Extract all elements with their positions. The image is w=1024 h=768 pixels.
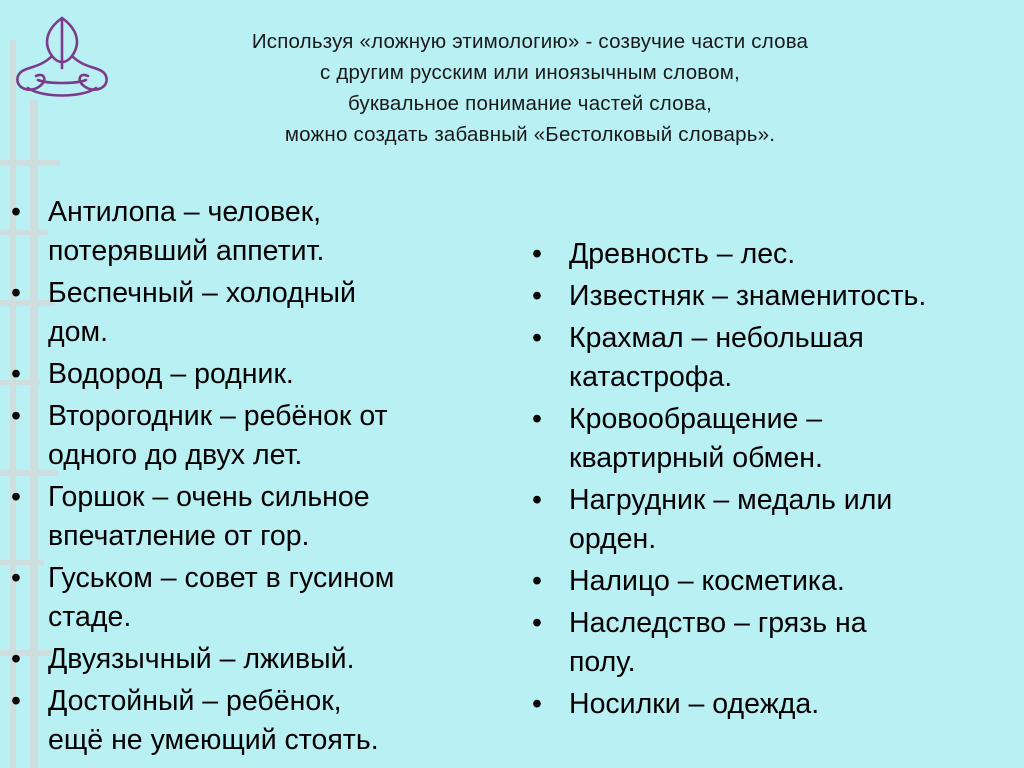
list-item-line: полу. xyxy=(569,646,636,678)
bullet-icon: • xyxy=(11,277,21,309)
list-item-line: Нагрудник – медаль или xyxy=(569,484,893,516)
bullet-icon: • xyxy=(532,607,542,639)
list-item-line: Известняк – знаменитость. xyxy=(569,280,927,312)
list-item-line: Гуськом – совет в гусином xyxy=(48,562,395,594)
bullet-icon: • xyxy=(532,280,542,312)
bullet-icon: • xyxy=(11,358,21,390)
list-item-line: Наследство – грязь на xyxy=(569,607,867,639)
list-item-line: ещё не умеющий стоять. xyxy=(48,724,379,756)
header-line: с другим русским или иноязычным словом, xyxy=(320,61,740,84)
list-item xyxy=(532,562,1012,601)
list-item xyxy=(11,640,481,679)
list-item xyxy=(11,682,481,760)
list-item xyxy=(532,604,1012,682)
list-item xyxy=(532,319,1012,397)
list-item-line: орден. xyxy=(569,523,657,555)
list-item-line: Кровообращение – xyxy=(569,403,823,435)
list-item-line: впечатление от гор. xyxy=(48,520,310,552)
list-item xyxy=(532,481,1012,559)
list-item xyxy=(11,193,481,271)
list-item-line: Антилопа – человек, xyxy=(48,196,322,228)
bullet-icon: • xyxy=(11,400,21,432)
list-item xyxy=(11,559,481,637)
bullet-icon: • xyxy=(11,562,21,594)
decorative-knot-icon xyxy=(8,14,116,106)
left-definition-list xyxy=(11,193,481,763)
list-item xyxy=(11,397,481,475)
list-item-line: катастрофа. xyxy=(569,361,733,393)
list-item-line: стаде. xyxy=(48,601,132,633)
list-item-line: Беспечный – холодный xyxy=(48,277,356,309)
list-item xyxy=(532,277,1012,316)
list-item-line: Крахмал – небольшая xyxy=(569,322,864,354)
header-line: можно создать забавный «Бестолковый словарь». xyxy=(284,123,776,146)
list-item xyxy=(11,355,481,394)
bullet-icon: • xyxy=(532,238,542,270)
bullet-icon: • xyxy=(11,685,21,717)
list-item xyxy=(11,274,481,352)
list-item-line: Носилки – одежда. xyxy=(569,688,820,720)
list-item-line: Горшок – очень сильное xyxy=(48,481,370,513)
list-item-line: Достойный – ребёнок, xyxy=(48,685,342,717)
right-definition-list xyxy=(532,235,1012,727)
list-item xyxy=(532,685,1012,724)
bullet-icon: • xyxy=(532,322,542,354)
list-item-line: Двуязычный – лживый. xyxy=(48,643,355,675)
list-item-line: Налицо – косметика. xyxy=(569,565,845,597)
list-item xyxy=(532,235,1012,274)
list-item-line: квартирный обмен. xyxy=(569,442,823,474)
list-item-line: Древность – лес. xyxy=(569,238,796,270)
bullet-icon: • xyxy=(11,643,21,675)
list-item xyxy=(532,400,1012,478)
bullet-icon: • xyxy=(532,403,542,435)
header-line: буквальное понимание частей слова, xyxy=(347,92,713,115)
bullet-icon: • xyxy=(532,688,542,720)
list-item-line: Водород – родник. xyxy=(48,358,294,390)
list-item-line: потерявший аппетит. xyxy=(48,235,325,267)
list-item-line: Второгодник – ребёнок от xyxy=(48,400,388,432)
list-item-line: дом. xyxy=(48,316,108,348)
bullet-icon: • xyxy=(532,565,542,597)
list-item-line: одного до двух лет. xyxy=(48,439,303,471)
bullet-icon: • xyxy=(11,196,21,228)
bullet-icon: • xyxy=(11,481,21,513)
list-item xyxy=(11,478,481,556)
header-line: Используя «ложную этимологию» - созвучие части слова xyxy=(251,30,809,53)
bullet-icon: • xyxy=(532,484,542,516)
header-text xyxy=(120,26,940,150)
